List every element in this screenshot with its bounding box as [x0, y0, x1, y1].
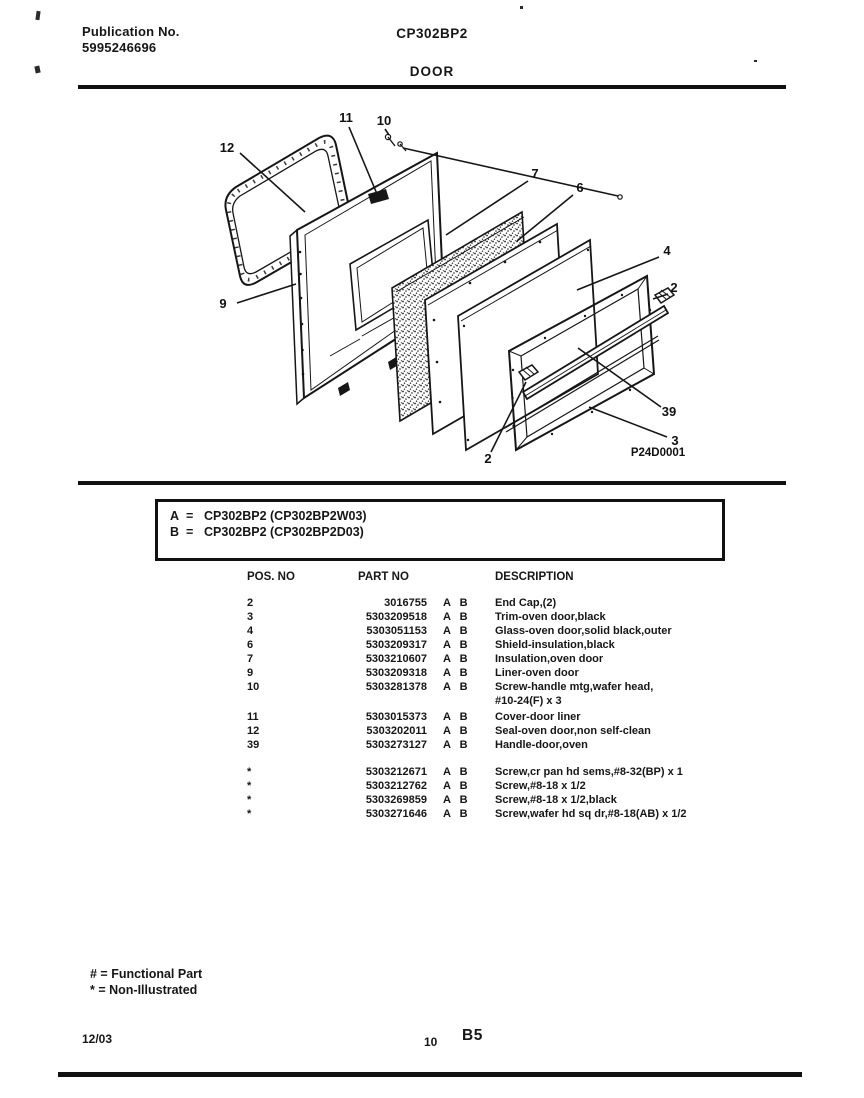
footer-page-code: B5 — [462, 1027, 483, 1044]
model-variants-box — [155, 499, 725, 561]
model-flags: A B — [443, 639, 468, 651]
variant-code: A — [170, 509, 180, 523]
model-flags: A B — [443, 711, 468, 723]
table-row — [247, 624, 747, 638]
callout-2-right: 2 — [670, 280, 678, 295]
table-row — [247, 652, 747, 666]
mid-rule — [78, 481, 786, 485]
table-row — [247, 738, 747, 752]
description: Shield-insulation,black — [495, 639, 615, 651]
part-no: 5303273127 — [365, 739, 427, 751]
description: Handle-door,oven — [495, 739, 588, 751]
part-no: 5303209318 — [365, 667, 427, 679]
scan-artifact — [35, 11, 40, 20]
pos-no: * — [247, 766, 252, 778]
callout-11: 11 — [339, 110, 353, 125]
callout-12: 12 — [219, 140, 235, 155]
callout-39: 39 — [661, 404, 677, 419]
table-row — [247, 638, 747, 652]
scan-artifact — [520, 6, 523, 9]
callout-2-bottom: 2 — [484, 451, 492, 466]
table-row — [247, 596, 747, 610]
variant-code: B — [170, 525, 180, 539]
pos-no: 2 — [247, 597, 254, 609]
scan-artifact — [754, 60, 757, 62]
pos-no: 10 — [247, 681, 260, 693]
model-flags: A B — [443, 794, 468, 806]
description: Glass-oven door,solid black,outer — [495, 625, 672, 637]
parts-table — [247, 596, 747, 821]
pos-no: 39 — [247, 739, 260, 751]
callout-10: 10 — [376, 113, 392, 128]
table-row — [247, 793, 747, 807]
legend — [90, 966, 202, 998]
part-no: 5303051153 — [366, 625, 427, 637]
model-flags: A B — [443, 681, 468, 693]
legend-non-illustrated: * = Non-Illustrated — [90, 983, 198, 997]
footer-date: 12/03 — [82, 1032, 113, 1046]
col-header-part-no: PART NO — [358, 571, 409, 583]
callout-3: 3 — [671, 433, 679, 448]
model-flags: A B — [443, 739, 468, 751]
table-row — [247, 724, 747, 738]
pos-no: 4 — [247, 625, 254, 637]
pos-no: 3 — [247, 611, 254, 623]
description: Liner-oven door — [495, 667, 579, 679]
part-no: 5303209518 — [365, 611, 427, 623]
callout-9: 9 — [219, 296, 227, 311]
pos-no: * — [247, 808, 252, 820]
model-flags: A B — [443, 611, 468, 623]
description: Trim-oven door,black — [495, 611, 606, 623]
table-row — [247, 680, 747, 708]
callout-4: 4 — [663, 243, 671, 258]
part-no: 5303209317 — [365, 639, 427, 651]
model-flags: A B — [443, 597, 468, 609]
col-header-pos-no: POS. NO — [247, 571, 295, 583]
footer-rule — [58, 1072, 802, 1077]
variant-value: CP302BP2 (CP302BP2D03) — [204, 525, 364, 539]
part-no: 5303015373 — [365, 711, 427, 723]
model-flags: A B — [443, 780, 468, 792]
exploded-diagram — [0, 90, 864, 480]
table-row — [247, 610, 747, 624]
table-row — [247, 765, 747, 779]
publication-number: 5995246696 — [82, 40, 157, 55]
callout-6: 6 — [576, 180, 584, 195]
pos-no: 6 — [247, 639, 254, 651]
pos-no: 7 — [247, 653, 254, 665]
col-header-description: DESCRIPTION — [495, 571, 574, 583]
variant-row-a — [170, 508, 722, 524]
description: Screw,#8-18 x 1/2 — [495, 780, 586, 792]
pos-no: * — [247, 780, 252, 792]
pos-no: 11 — [247, 711, 259, 723]
header-rule — [78, 85, 786, 89]
model-flags: A B — [443, 653, 468, 665]
part-no: 3016755 — [384, 597, 427, 609]
callout-7: 7 — [531, 166, 539, 181]
model-flags: A B — [443, 667, 468, 679]
footer-page-number: 10 — [424, 1035, 438, 1049]
table-row — [247, 807, 747, 821]
description: Screw-handle mtg,wafer head, #10-24(F) x 3 — [495, 681, 654, 707]
description: Screw,#8-18 x 1/2,black — [495, 794, 617, 806]
variant-value: CP302BP2 (CP302BP2W03) — [204, 509, 367, 523]
table-row — [247, 710, 747, 724]
part-no: 5303212762 — [365, 780, 427, 792]
description: Screw,cr pan hd sems,#8-32(BP) x 1 — [495, 766, 683, 778]
part-no: 5303210607 — [365, 653, 427, 665]
part-no: 5303269859 — [365, 794, 427, 806]
legend-functional: # = Functional Part — [90, 967, 203, 981]
model-flags: A B — [443, 625, 468, 637]
table-row — [247, 779, 747, 793]
description: Cover-door liner — [495, 711, 581, 723]
pos-no: * — [247, 794, 252, 806]
description: End Cap,(2) — [495, 597, 557, 609]
pos-no: 9 — [247, 667, 254, 679]
publication-label: Publication No. — [82, 24, 180, 39]
equals-sign: = — [186, 509, 194, 523]
model-flags: A B — [443, 808, 468, 820]
pos-no: 12 — [247, 725, 260, 737]
diagram-code: P24D0001 — [630, 447, 686, 459]
part-no: 5303281378 — [365, 681, 427, 693]
description: Seal-oven door,non self-clean — [495, 725, 651, 737]
model-flags: A B — [443, 766, 468, 778]
description: Screw,wafer hd sq dr,#8-18(AB) x 1/2 — [495, 808, 687, 820]
table-row — [247, 666, 747, 680]
part-no: 5303202011 — [366, 725, 427, 737]
part-no: 5303271646 — [365, 808, 427, 820]
section-title: DOOR — [409, 64, 455, 79]
variant-row-b — [170, 524, 722, 540]
part-no: 5303212671 — [365, 766, 427, 778]
description: Insulation,oven door — [495, 653, 604, 665]
equals-sign: = — [186, 525, 194, 539]
model-flags: A B — [443, 725, 468, 737]
model-number: CP302BP2 — [396, 26, 468, 41]
